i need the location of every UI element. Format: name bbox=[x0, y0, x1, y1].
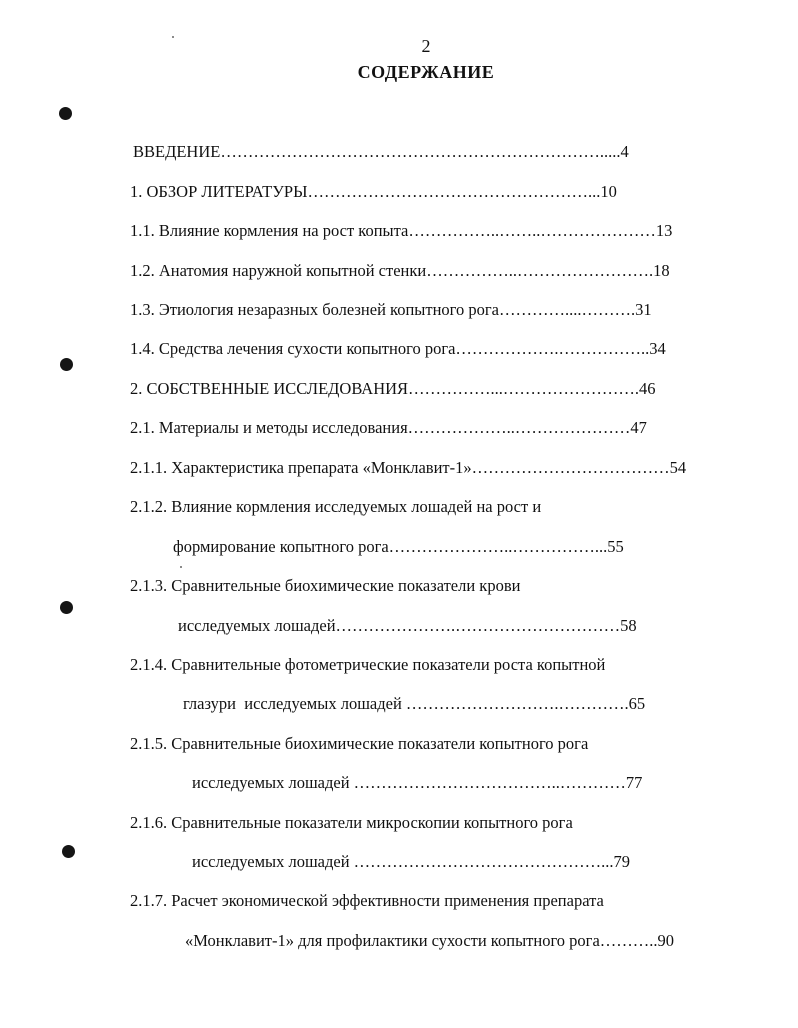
punch-hole-mark bbox=[60, 601, 73, 614]
toc-entry: 2.1.5. Сравнительные биохимические показатели копытного рога bbox=[130, 734, 589, 753]
toc-entry-continuation: исследуемых лошадей ………………………………..…………77 bbox=[192, 773, 643, 792]
toc-entry: 1.2. Анатомия наружной копытной стенки……………..…………………….18 bbox=[130, 261, 670, 280]
toc-entry: 2.1.3. Сравнительные биохимические показатели крови bbox=[130, 576, 521, 595]
toc-entry: 1.3. Этиология незаразных болезней копытного рога…………....……….31 bbox=[130, 300, 652, 319]
toc-entry: ВВЕДЕНИЕ…………………………………………………………….....4 bbox=[133, 142, 629, 161]
toc-entry: 2.1.7. Расчет экономической эффективности применения препарата bbox=[130, 891, 604, 910]
toc-entry: 1. ОБЗОР ЛИТЕРАТУРЫ……………………………………………...10 bbox=[130, 182, 617, 201]
toc-entry: 2. СОБСТВЕННЫЕ ИССЛЕДОВАНИЯ……………...…………………….46 bbox=[130, 379, 656, 398]
toc-entry-continuation: исследуемых лошадей………………….…………………………58 bbox=[178, 616, 637, 635]
scan-speck bbox=[172, 36, 174, 38]
punch-hole-mark bbox=[60, 358, 73, 371]
page-title: СОДЕРЖАНИЕ bbox=[357, 62, 495, 82]
scan-speck bbox=[180, 566, 182, 568]
punch-hole-mark bbox=[62, 845, 75, 858]
toc-entry: 2.1.1. Характеристика препарата «Монклавит-1»………………………………54 bbox=[130, 458, 687, 477]
page-number: 2 bbox=[421, 36, 431, 56]
toc-entry: 2.1.4. Сравнительные фотометрические показатели роста копытной bbox=[130, 655, 606, 674]
toc-entry: 1.4. Средства лечения сухости копытного рога……………….……………..34 bbox=[130, 339, 666, 358]
toc-entry-continuation: формирование копытного рога…………………..……………...55 bbox=[173, 537, 624, 556]
toc-entry: 2.1. Материалы и методы исследования………………..…………………47 bbox=[130, 418, 647, 437]
toc-entry: 2.1.6. Сравнительные показатели микроскопии копытного рога bbox=[130, 813, 573, 832]
toc-entry: 2.1.2. Влияние кормления исследуемых лошадей на рост и bbox=[130, 497, 542, 516]
toc-entry-continuation: «Монклавит-1» для профилактики сухости копытного рога………..90 bbox=[185, 931, 675, 950]
toc-entry-continuation: исследуемых лошадей ………………………………………...79 bbox=[192, 852, 631, 871]
toc-entry: 1.1. Влияние кормления на рост копыта……………..……..…………………13 bbox=[130, 221, 673, 240]
toc-entry-continuation: глазури исследуемых лошадей ……………………….………….65 bbox=[183, 694, 646, 713]
punch-hole-mark bbox=[59, 107, 72, 120]
